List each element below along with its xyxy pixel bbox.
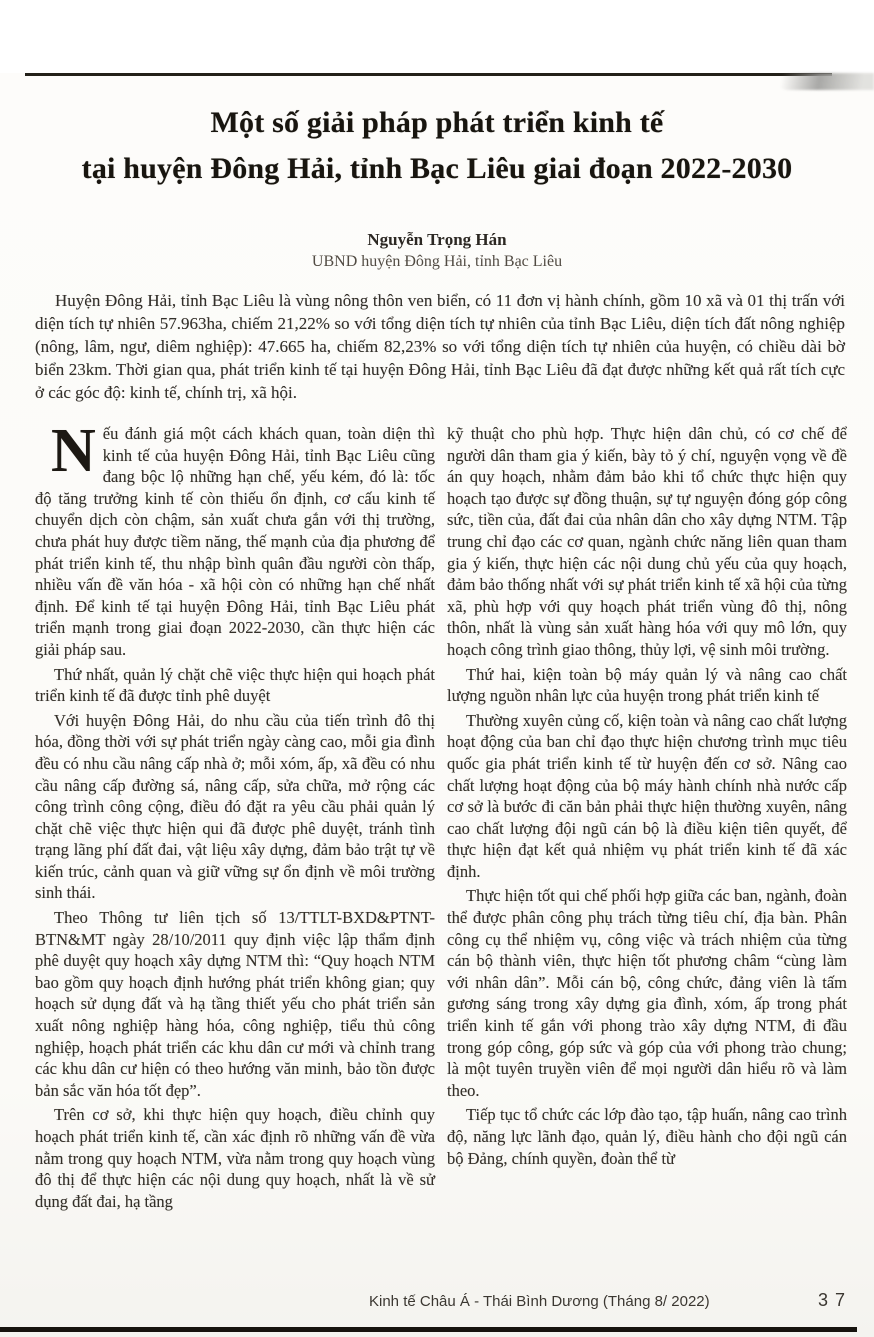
header-rule xyxy=(25,73,832,76)
page-footer xyxy=(0,1292,874,1318)
paragraph: Trên cơ sở, khi thực hiện quy hoạch, điều chỉnh quy hoạch phát triển kinh tế, cần xác định rõ những vấn đề vừa nằm trong quy hoạch NTM, vừa nằm trong quy hoạch vùng đô thị để thực hiện các nội dung quy hoạch, nhất là về sử dụng đất đai, hạ tầng xyxy=(35,1105,435,1211)
journal-name: Kinh tế Châu Á - Thái Bình Dương (Tháng 8/ 2022) xyxy=(369,1293,710,1310)
article-title-line2: tại huyện Đông Hải, tỉnh Bạc Liêu giai đoạn 2022-2030 xyxy=(81,152,793,185)
paragraph: kỹ thuật cho phù hợp. Thực hiện dân chủ, có cơ chế để người dân tham gia ý kiến, bày tỏ ý chí, nguyện vọng về đề án quy hoạch, nhằm đảm bảo khi tổ chức thực hiện quy hoạch tạo được sự đồng thuận, sự tự nguyện đóng góp công sức, tiền của, đất đai của nhân dân cho xây dựng NTM. Tập trung chỉ đạo các cơ quan, ngành chức năng liên quan tham gia ý kiến, thực hiện các nội dung chủ yếu của quy hoạch, đảm bảo thống nhất với sự phát triển kinh tế xã hội của từng xã, phù hợp với quy hoạch phát triển vùng đô thị, nông thôn, nhất là vùng sản xuất hàng hóa với quy mô lớn, quy hoạch công trình giao thông, thủy lợi, vệ sinh môi trường. xyxy=(447,424,847,659)
footer-rule xyxy=(0,1327,857,1332)
page-number: 37 xyxy=(817,1290,852,1310)
right-column xyxy=(447,423,847,1215)
paragraph: Thực hiện tốt qui chế phối hợp giữa các ban, ngành, đoàn thể được phân công phụ trách từng tiêu chí, địa bàn. Phân công cụ thể nhiệm vụ, công việc và trách nhiệm của từng cán bộ thành viên, thực hiện tốt phương châm “cùng làm với nhân dân”. Mỗi cán bộ, công chức, đảng viên là tấm gương sáng trong xây dựng gia đình, xóm, ấp trong phát triển kinh tế gắn với phong trào xây dựng NTM, đi đầu trong góp công, góp sức và góp của với phong trào chung; là một tuyên truyền viên để mọi người dân hiểu rõ và làm theo. xyxy=(447,886,847,1100)
author-affiliation: UBND huyện Đông Hải, tỉnh Bạc Liêu xyxy=(311,253,563,270)
paragraph-dropcap xyxy=(35,417,435,661)
drop-cap: N xyxy=(51,417,96,485)
paragraph: Thường xuyên củng cố, kiện toàn và nâng cao chất lượng hoạt động của ban chỉ đạo thực hiện chương trình mục tiêu quốc gia phát triển kinh tế từ huyện đến cơ sở. Nâng cao chất lượng hoạt động của bộ máy hành chính nhà nước cấp cơ sở là bước đi căn bản phải thực hiện thường xuyên, nâng cao chất lượng đội ngũ cán bộ là điều kiện tiên quyết, để thực hiện đạt kết quả nhiệm vụ phát triển kinh tế đã xác định. xyxy=(447,710,847,881)
journal-page xyxy=(0,73,874,1337)
body-columns xyxy=(35,417,847,1215)
paragraph: Thứ nhất, quản lý chặt chẽ việc thực hiện qui hoạch phát triển kinh tế đã được tỉnh phê duyệt xyxy=(35,664,435,706)
scan-smudge xyxy=(774,73,874,90)
article-title xyxy=(0,100,874,192)
abstract-paragraph: Huyện Đông Hải, tỉnh Bạc Liêu là vùng nông thôn ven biển, có 11 đơn vị hành chính, gồm 10 xã và 01 thị trấn với diện tích tự nhiên 57.963ha, chiếm 21,22% so với tổng diện tích tự nhiên của tỉnh Bạc Liêu, diện tích đất nông nghiệp (nông, lâm, ngư, diêm nghiệp): 47.665 ha, chiếm 82,23% so với tổng diện tích tự nhiên của huyện, có chiều dài bờ biển 23km. Thời gian qua, phát triển kinh tế tại huyện Đông Hải, tỉnh Bạc Liêu đã đạt được những kết quả rất tích cực ở các góc độ: kinh tế, chính trị, xã hội. xyxy=(35,291,845,402)
paragraph: Thứ hai, kiện toàn bộ máy quản lý và nâng cao chất lượng nguồn nhân lực của huyện trong phát triển kinh tế xyxy=(447,664,847,706)
paragraph-text: ếu đánh giá một cách khách quan, toàn diện thì kinh tế của huyện Đông Hải, tỉnh Bạc Liêu cũng đang bộc lộ những hạn chế, yếu kém, đó là: tốc độ tăng trưởng kinh tế còn thiếu ổn định, cơ cấu kinh tế chuyển dịch còn chậm, sản xuất chưa gắn với thị trường, chưa phát huy được tiềm năng, thế mạnh của địa phương để phát triển kinh tế, thu nhập bình quân đầu người còn thấp, nhiều vấn đề văn hóa - xã hội còn có những hạn chế nhất định. Để kinh tế tại huyện Đông Hải, tỉnh Bạc Liêu phát triển mạnh trong giai đoạn 2022-2030, cần thực hiện các giải pháp sau. xyxy=(35,424,435,659)
left-column xyxy=(35,417,435,1215)
paragraph: Với huyện Đông Hải, do nhu cầu của tiến trình đô thị hóa, đồng thời với sự phát triển ngày càng cao, mỗi gia đình đều có nhu cầu nâng cấp nhà ở; mỗi xóm, ấp, xã đều có nhu cầu nâng cấp đường sá, nâng cấp, sửa chữa, mở rộng các công trình công cộng, điều đó đặt ra yêu cầu phải quản lý chặt chẽ việc thực hiện qui đã được phê duyệt, tránh tình trạng lãng phí đất đai, vật liệu xây dựng, đảm bảo trật tự về kiến trúc, cảnh quan và giữ vững sự ổn định về môi trường sinh thái. xyxy=(35,710,435,903)
author-name: Nguyễn Trọng Hán xyxy=(367,230,507,249)
article-title-line1: Một số giải pháp phát triển kinh tế xyxy=(210,106,664,139)
paragraph: Tiếp tục tổ chức các lớp đào tạo, tập huấn, nâng cao trình độ, năng lực lãnh đạo, quản lý, điều hành cho đội ngũ cán bộ Đảng, chính quyền, đoàn thể từ xyxy=(447,1105,847,1168)
paragraph: Theo Thông tư liên tịch số 13/TTLT-BXD&PTNT-BTN&MT ngày 28/10/2011 quy định việc lập thẩm định phê duyệt quy hoạch xây dựng NTM thì: “Quy hoạch NTM bao gồm quy hoạch định hướng phát triển không gian; quy hoạch sử dụng đất và hạ tầng thiết yếu cho phát triển sản xuất nông nghiệp hàng hóa, công nghiệp, tiểu thủ công nghiệp, hoạch phát triển các khu dân cư mới và chỉnh trang các khu dân cư hiện có theo hướng văn minh, bảo tồn được bản sắc văn hóa tốt đẹp”. xyxy=(35,908,435,1100)
